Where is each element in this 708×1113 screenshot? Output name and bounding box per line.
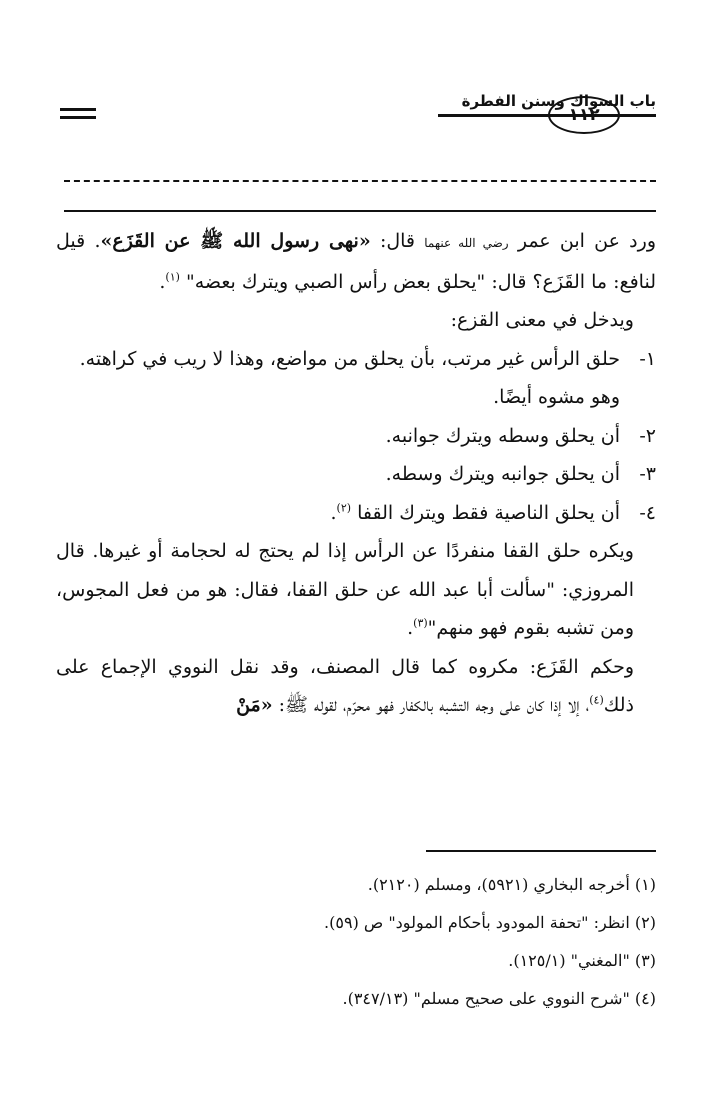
ornament-rule-bottom bbox=[60, 116, 96, 119]
list-text: أن يحلق جوانبه ويترك وسطه. bbox=[385, 463, 620, 485]
paragraph-2: ويدخل في معنى القزع: bbox=[450, 309, 634, 331]
list-number: ٢- bbox=[639, 424, 656, 447]
paragraph-4 bbox=[56, 648, 656, 725]
list-text: أن يحلق وسطه ويترك جوانبه. bbox=[385, 424, 620, 447]
page-header bbox=[60, 92, 656, 144]
footnote-ref: (٢) bbox=[336, 501, 352, 515]
honorific-phrase: رضي الله عنهما bbox=[424, 236, 509, 250]
text-run: ويكره حلق القفا منفردًا عن الرأس إذا لم يحتج له لحجامة أو غيرها. قال المروزي: "سألت أبا عبد الله عن حلق القفا، فقال: هو من فعل المجوس، ومن تشبه بقوم فهو منهم" bbox=[56, 540, 634, 639]
title-underline bbox=[438, 114, 656, 117]
text-run: . قيل لنافع: ما القَزَع؟ قال: "يحلق بعض رأس الصبي ويترك بعضه" bbox=[56, 230, 656, 293]
hadith-quote: «نهى رسول الله ﷺ عن القَزَع» bbox=[100, 230, 371, 252]
list-text: حلق الرأس غير مرتب، بأن يحلق من مواضع، وهذا لا ريب في كراهته. bbox=[79, 347, 620, 370]
dashed-separator bbox=[64, 180, 656, 182]
text-run: وحكم القَزَع: مكروه كما قال المصنف، وقد نقل النووي الإجماع على ذلك bbox=[56, 655, 634, 716]
list-item bbox=[56, 340, 656, 379]
paragraph-1 bbox=[56, 222, 656, 301]
list-item bbox=[56, 494, 656, 533]
running-title: باب السواك وسنن الفطرة bbox=[461, 92, 656, 110]
list-item bbox=[56, 417, 656, 456]
list-number: ٣- bbox=[639, 463, 656, 485]
footnote-ref: (٣) bbox=[413, 616, 428, 630]
text-run: . bbox=[159, 270, 166, 293]
solid-separator bbox=[64, 210, 656, 212]
paragraph-3 bbox=[56, 532, 656, 648]
ornament-rule-top bbox=[60, 108, 96, 111]
main-text bbox=[56, 222, 656, 725]
footnote: (١) أخرجه البخاري (٥٩٢١)، ومسلم (٢١٢٠). bbox=[367, 875, 656, 894]
footnotes bbox=[56, 866, 656, 1018]
text-run: . bbox=[407, 617, 414, 639]
footnote-separator bbox=[426, 850, 656, 852]
list-number: ١- bbox=[639, 347, 656, 370]
list-item bbox=[56, 455, 656, 494]
footnote-ref: (١) bbox=[165, 270, 180, 284]
footnote: (٣) "المغني" (١٢٥/١). bbox=[508, 951, 656, 970]
hadith-quote: «مَنْ bbox=[236, 694, 273, 716]
text-run: قال: bbox=[370, 230, 425, 252]
list-number: ٤- bbox=[639, 501, 656, 524]
footnote: (٤) "شرح النووي على صحيح مسلم" (٣٤٧/١٣). bbox=[342, 989, 656, 1008]
footnote: (٢) انظر: "تحفة المودود بأحكام المولود" ص (٥٩). bbox=[324, 913, 656, 932]
footnote-ref: (٤) bbox=[589, 693, 604, 707]
text-run: ورد عن ابن عمر bbox=[508, 230, 656, 252]
text-run: ، إلا إذا كان على وجه التشبه بالكفار فهو محرّم، لقوله ﷺ: bbox=[272, 694, 590, 716]
text-run: . bbox=[330, 501, 337, 524]
list-item-continuation: وهو مشوه أيضًا. bbox=[493, 386, 620, 408]
page-number: ١١٢ bbox=[548, 96, 620, 134]
list-text bbox=[56, 494, 620, 533]
text-run: أن يحلق الناصية فقط ويترك القفا bbox=[351, 501, 620, 524]
